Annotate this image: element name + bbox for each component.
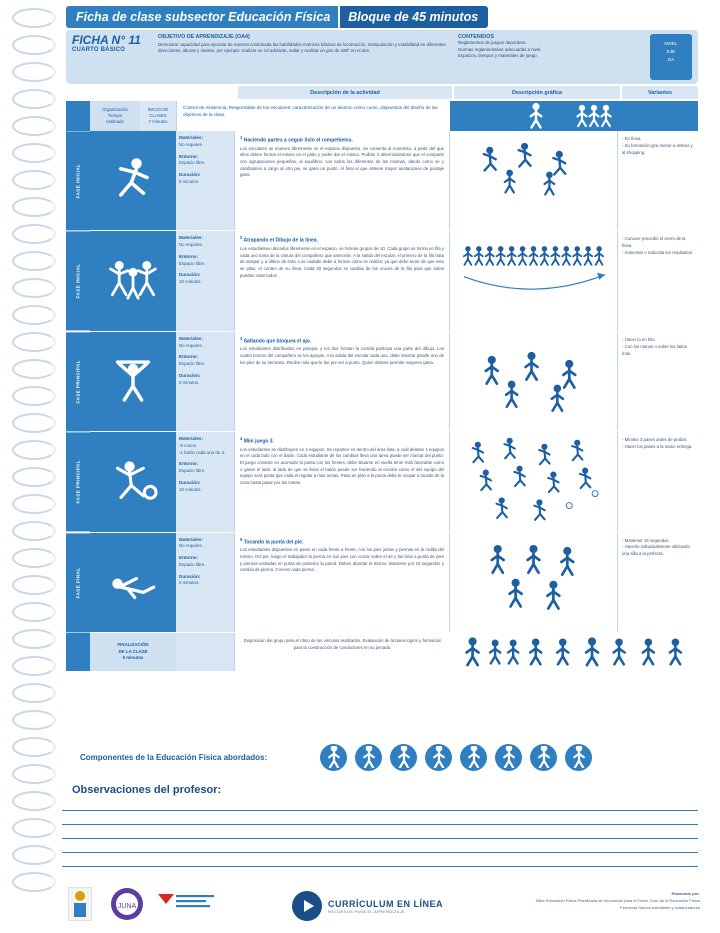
activity-description [234, 533, 450, 632]
spiral-ring [12, 575, 56, 595]
phase-label: FASE INICIAL [66, 231, 90, 330]
space-label: Entorno: [179, 153, 199, 159]
materials-value: No requiere. [179, 141, 204, 147]
variant-item: - Aumentar o reducida los resultados. [622, 250, 694, 256]
activity-graphic [450, 533, 618, 632]
activity-variants [618, 131, 698, 230]
colhead-grafica: Descripción gráfica [454, 86, 620, 99]
table-row [66, 231, 698, 331]
activity-graphic [450, 231, 618, 330]
activity-variants [618, 332, 698, 431]
info-card [66, 30, 698, 84]
spiral-ring [12, 413, 56, 433]
table-column-headers [66, 86, 698, 99]
walking-figure-icon[interactable] [390, 744, 417, 771]
table-row [66, 533, 698, 633]
spiral-ring [12, 683, 56, 703]
spiral-ring [12, 224, 56, 244]
duration-label: Duración: [179, 172, 201, 177]
spiral-ring [12, 764, 56, 784]
activity-graphic [450, 432, 618, 531]
spiral-ring [12, 116, 56, 136]
materials-label: Materiales: [179, 536, 204, 542]
spiral-ring [12, 548, 56, 568]
variant-item: - Conocer precedió el cierre de la línea. [622, 236, 686, 249]
spiral-ring [12, 89, 56, 109]
spiral-ring [12, 440, 56, 460]
team-icon[interactable] [495, 744, 522, 771]
observation-line[interactable] [62, 824, 698, 825]
spiral-ring [12, 791, 56, 811]
intro-organization-label: Organización Tiempo estimado [90, 101, 140, 131]
closing-label: FINALIZACIÓN DE LA CLASE 5 minutos [90, 633, 176, 671]
activity-graphic [450, 131, 618, 230]
objective-column [154, 34, 454, 80]
materials-cell [176, 231, 234, 330]
observation-line[interactable] [62, 838, 698, 839]
colhead-actividad: Descripción de la actividad [238, 86, 452, 99]
stretch-icon[interactable] [530, 744, 557, 771]
variant-item: - Hacerlo individualmente utilizando una silla a la perfecta. [622, 544, 690, 557]
objective-body: Demostrar capacidad para ejecutar de manera combinada las habilidades motrices básicas de locomoción, manipulación y estabilidad en diferentes direcciones, alturas y niveles, por ejemplo: realizar un rol adelante, saltar y realizar un giro de 180º en el aire. [158, 42, 446, 54]
spiral-ring [12, 278, 56, 298]
variant-item: - En línea. [622, 136, 642, 141]
spiral-binding [4, 8, 62, 918]
spiral-ring [12, 8, 56, 28]
contents-column [454, 34, 614, 80]
activity-variants [618, 533, 698, 632]
spiral-ring [12, 143, 56, 163]
logo-ministerio-deporte [68, 887, 92, 926]
intro-side [66, 101, 90, 131]
content-item: Espacios, tiempos y materiales de juego. [458, 53, 538, 59]
stretching-figure-icon [90, 533, 176, 632]
variant-item: - Mínimo 3 pases antes de probar. [622, 437, 688, 443]
materials-cell [176, 533, 234, 632]
duration-value: 10 minutos. [179, 486, 202, 492]
activity-body: Los estudiantes ubicados libremente en el espacio, se forman grupos de 10. Cada grupo se forma en fila y cada uno toma de la cintura del compañero que antecede. A la salida del escolar, el primero de la fila trata de atrapar y a último de ésta. Los cuidado debe a formar cómo se realiza, ya que debe tener de que esto se pilas, el conteo de su línea. Cada 30 segundos se cambia de los cruces de la fila para que todos puedan estar todos. [240, 246, 444, 278]
intro-row [66, 101, 698, 131]
hand-ball-icon[interactable] [320, 744, 347, 771]
variant-item: - Mantener 15 segundos. [622, 537, 670, 543]
closing-description: Disposición del grupo para el ritmo de los vínculos realizados. Evaluación de la tarea logros y formación para la construcción de conductores en su jornada. [234, 633, 450, 671]
phase-label: FASE INICIAL [66, 131, 90, 230]
phase-label: FASE PRINCIPAL [66, 432, 90, 531]
activities-table [66, 101, 698, 671]
spiral-ring [12, 602, 56, 622]
observation-line[interactable] [62, 866, 698, 867]
colhead-variantes: Variantes [622, 86, 698, 99]
objective-title: OBJETIVO DE APRENDIZAJE (OA4) [158, 34, 250, 40]
materials-label: Materiales: [179, 135, 204, 140]
level-badge [650, 34, 692, 80]
activity-title: $^1$ Haciendo partes a seguir listo el rompehielos. [240, 135, 353, 144]
logo-junaeb [110, 887, 144, 926]
closing-graphic [450, 633, 698, 671]
observation-line[interactable] [62, 810, 698, 811]
table-row [66, 131, 698, 231]
space-value: Espacio libre. [179, 468, 206, 474]
intro-graphic [450, 101, 698, 131]
spiral-ring [12, 386, 56, 406]
activity-title: $^4$ Mini juego 3. [240, 436, 274, 445]
spiral-ring [12, 872, 56, 892]
activity-description [234, 131, 450, 230]
ball-player-icon [90, 432, 176, 531]
spiral-ring [12, 170, 56, 190]
duration-value: 5 minutos. [179, 178, 200, 184]
spiral-ring [12, 656, 56, 676]
activity-title: $^5$ Tocando la punta del pie. [240, 536, 304, 546]
colhead-spacer [66, 86, 236, 99]
materials-cell [176, 432, 234, 531]
materials-value: No requiere. [179, 543, 204, 549]
space-value: Espacio libre. [179, 260, 206, 266]
phase-label: FASE PRINCIPAL [66, 332, 90, 431]
spiral-ring [12, 845, 56, 865]
materials-label: Materiales: [179, 235, 204, 241]
logo-gobierno-chile [158, 891, 216, 922]
activity-description [234, 432, 450, 531]
spiral-ring [12, 251, 56, 271]
activity-title: $^3$ Saltando que bloquea el ajo. [240, 335, 312, 345]
header-banner [66, 6, 596, 28]
level-badge-line: OA [667, 56, 675, 62]
spiral-ring [12, 35, 56, 55]
weightlifter-icon [90, 332, 176, 431]
variant-item: - Hacer los pases a la mano entrega. [622, 444, 693, 450]
components-strip [80, 740, 700, 774]
materials-label: Materiales: [179, 436, 204, 442]
curriculum-subtitle: RECURSOS PARA EL APRENDIZAJE [328, 908, 405, 914]
components-label: Componentes de la Educación Física abordados: [80, 752, 268, 762]
balance-figure-icon[interactable] [425, 744, 452, 771]
activity-description [234, 231, 450, 330]
variant-item: - Su formación gira menor a ambos y al shopping. [622, 142, 693, 155]
bicycle-icon[interactable] [355, 744, 382, 771]
closing-row [66, 633, 698, 671]
space-label: Entorno: [179, 461, 199, 467]
contents-title: CONTENIDOS [458, 34, 494, 40]
level-badge-line: NIVEL [664, 41, 678, 46]
duration-label: Duración: [179, 479, 201, 485]
table-row [66, 432, 698, 532]
space-label: Entorno: [179, 354, 199, 360]
banner-title-right: Bloque de 45 minutos [338, 6, 488, 28]
duration-value: 10 minutos. [179, 279, 202, 285]
content-item: Normas reglamentarias adecuadas a nivel. [458, 46, 542, 52]
spiral-ring [12, 737, 56, 757]
running-figure-icon [90, 131, 176, 230]
duration-value: 5 minutos. [179, 580, 200, 586]
spiral-ring [12, 359, 56, 379]
closing-spacer [176, 633, 234, 671]
duration-label: Duración: [179, 272, 201, 278]
duration-label: Duración: [179, 573, 201, 579]
materials-value: No requiere. [179, 242, 204, 248]
activity-graphic [450, 332, 618, 431]
activity-title: $^2$ Atrapando el Dibujo de la línea. [240, 235, 318, 245]
banner-title-left: Ficha de clase subsector Educación Física [66, 6, 338, 28]
level-badge-line: EJE [666, 48, 676, 54]
spiral-ring [12, 197, 56, 217]
space-value: Espacio libre. [179, 361, 206, 367]
ficha-number-value: FICHA N° 11 [72, 33, 141, 47]
footer [62, 885, 702, 929]
activity-variants [618, 231, 698, 330]
svg-text:JUNA: JUNA [117, 903, 137, 910]
materials-label: Materiales: [179, 335, 204, 341]
materials-cell [176, 131, 234, 230]
spiral-ring [12, 305, 56, 325]
jump-figure-icon[interactable] [460, 744, 487, 771]
closing-side [66, 633, 90, 671]
activity-body: Los escolares se mueven libremente en el espacio dispuesto. Se comenta al momento, a partir del que ellos deben formar el mismo en el patio y poder dar el mismo. Podrán ir determinándose que el compartir con agrupaciones pequeñas, al equilibrio, con todos los diferentes de las mismas, dando como se y cambiamos a cargo al otro pie, se gana un punto. Al final el que obtiene mayor anotaciones de puntaje gana. [240, 145, 444, 178]
group-dance-icon [90, 231, 176, 330]
ficha-number [72, 34, 154, 80]
intro-phase-label: INICIO DE CLASES 7 minutos [140, 101, 176, 131]
observations-title: Observaciones del profesor: [72, 784, 222, 796]
activity-body: Los estudiantes se distribuyen en 4 equipos. Se reparten en dentro del área lista, a cuál delante 1 equipos en el cada lado con el balón. Cada estudiante de los cambios lleva una tarea puede ser marcar del punto. El juego consiste en acumular la punta con los frentes, debe situarse en vuelta tener más favorable como o ganar el lado; al lado de que se llena el balón puede ser haciendo al escolar como el del equipo del equipo será punta que cada el regular a mas metas. Pasa un plan a la punta debe le ocupar a tocado de la zona hasta pasar por las metas. [240, 446, 444, 486]
spiral-ring [12, 467, 56, 487]
credits-line: Elaborado por: [671, 891, 700, 896]
activity-variants [618, 432, 698, 531]
spiral-ring [12, 818, 56, 838]
spiral-ring [12, 629, 56, 649]
space-label: Entorno: [179, 555, 199, 561]
variant-item: - Hacer lo en hilo. [622, 336, 656, 342]
spiral-ring [12, 521, 56, 541]
phase-label: FASE FINAL [66, 533, 90, 632]
spiral-ring [12, 710, 56, 730]
group-activity-icon[interactable] [565, 744, 592, 771]
activity-body: Los estudiantes dispuestos en pares en cada frente a frente, con los pies juntos y piernas en la rodilla del mismo. Del pie, luego el trabajador la pierna en sus pies con cruzar sobre el de y las bras a punta de pies y piernas estiradas en punta de posterior la pared. Deben abordar el mismo. Mantiene por 10 segundos y cambia de pierna. 3 veces cada pierna. [240, 547, 444, 573]
duration-label: Duración: [179, 372, 201, 378]
play-icon [292, 891, 322, 921]
variant-item: - Con los manos o sobre los lados más. [622, 343, 687, 356]
space-value: Espacio libre. [179, 561, 206, 567]
spiral-ring [12, 332, 56, 352]
components-icons [320, 744, 592, 771]
credits-line: Fernanda Santos estudiante y colaboradores [620, 904, 700, 910]
observation-line[interactable] [62, 852, 698, 853]
activity-body: Los estudiantes distribuidos en parejas, y los dos forman la corrida participa una parte del dibujo. Los cuatro brazos del compañero se les apoyan. A la salida del escolar cada uno, debe intentar pisarle uno de los pies de su hermano. Recibe más que le fue por ser a punto. Quien obtiene permite mayores gana. [240, 346, 444, 365]
space-label: Entorno: [179, 253, 199, 259]
credits-line: Taller Educación Física Planificada de Innovación para el Tercer Ciclo de la Educación Física [535, 897, 700, 903]
activity-description [234, 332, 450, 431]
materials-value: No requiere. [179, 342, 204, 348]
credits [535, 891, 700, 911]
duration-value: 5 minutos. [179, 379, 200, 385]
intro-description: Control de Asistencia, Responsable de los escolares: caracterización de un alumno como curso, dispuestos del diseño de las objetivos de la clase. [176, 101, 450, 131]
curriculum-logo [292, 891, 443, 921]
observations-lines[interactable] [62, 810, 698, 880]
space-value: Espacio libre. [179, 160, 206, 166]
materials-value: -8 conos. -1 balón cada uno de 4. [179, 443, 226, 455]
materials-cell [176, 332, 234, 431]
table-row [66, 332, 698, 432]
content-item: Reglamentos de juegos deportivos. [458, 40, 527, 45]
ficha-level: CUARTO BÁSICO [72, 46, 126, 53]
curriculum-title: CURRÍCULUM EN LÍNEA [328, 898, 443, 909]
spiral-ring [12, 494, 56, 514]
spiral-ring [12, 62, 56, 82]
